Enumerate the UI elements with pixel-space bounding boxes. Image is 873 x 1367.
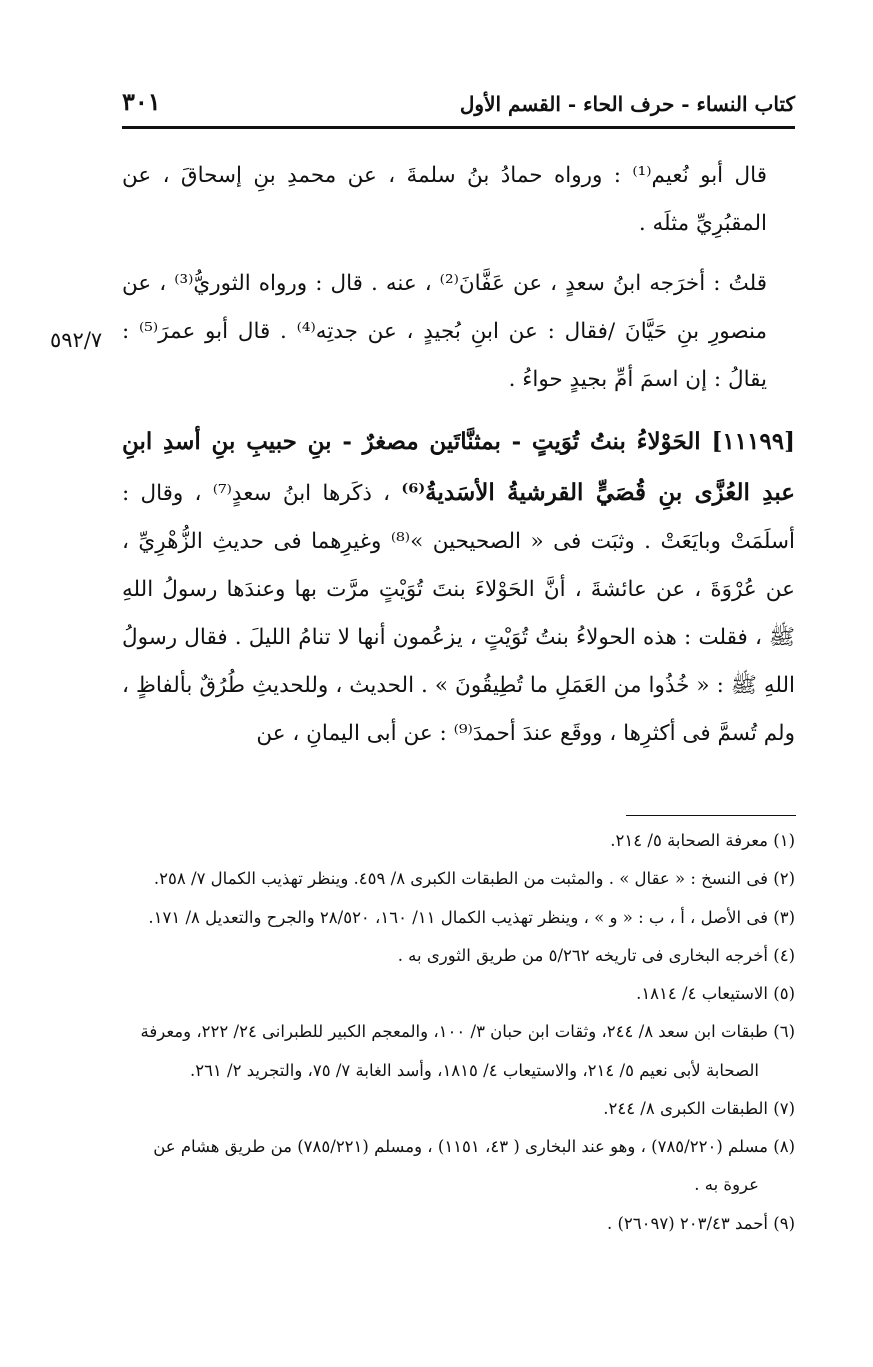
footnote: (٨) مسلم (٧٨٥/٢٢٠) ، وهو عند البخارى ( ٤٣، ١١٥١) ، ومسلم (٧٨٥/٢٢١) من طريق هشام عن عروة به . [153, 1137, 795, 1195]
entry-11199 [122, 416, 795, 758]
footnote: (٧) الطبقات الكبرى ٨/ ٢٤٤. [603, 1098, 795, 1118]
paragraph-qultu: قلتُ : أخرَجه ابنُ سعدٍ ، عن عَفَّانَ⁽²⁾ ، عنه . قال : ورواه الثوريُّ⁽³⁾ ، عن منصورِ بنِ حَيَّانَ /فقال : عن ابنِ بُجيدٍ ، عن جدتِه⁽⁴⁾ . قال أبو عمرَ⁽⁵⁾ : يقالُ : إن اسمَ أمِّ بجيدٍ حواءُ . [122, 270, 767, 392]
footnote: (٥) الاستيعاب ٤/ ١٨١٤. [636, 984, 795, 1004]
footnotes [122, 822, 795, 1243]
entry-body: ، ذكَرها ابنُ سعدٍ⁽⁷⁾ ، وقال : أسلَمَتْ وبايَعَتْ . وثبَت فى « الصحيحين »⁽⁸⁾ وغيرِهما فى حديثِ الزُّهْرِيِّ ، عن عُرْوَةَ ، عن عائشةَ ، أنَّ الحَوْلاءَ بنتَ تُوَيْتٍ مرَّت بها وعندَها رسولُ اللهِ ﷺ ، فقلت : هذه الحولاءُ بنتُ تُوَيْتٍ ، يزعُمون أنها لا تنامُ الليلَ . فقال رسولُ اللهِ ﷺ : « خُذُوا من العَمَلِ ما تُطِيقُونَ » . الحديث ، وللحديثِ طُرُقٌ بألفاظٍ ، ولم تُسمَّ فى أكثرِها ، ووقَع عندَ أحمدَ⁽⁹⁾ : عن أبى اليمانِ ، عن [122, 480, 795, 746]
entry-heading: [١١١٩٩] الحَوْلاءُ بنتُ تُوَيتٍ - بمثنَّاتَين مصغرٌ - بنِ حبيبِ بنِ أسدِ ابنِ عبدِ العُزَّى بنِ قُصَيٍّ القرشيةُ الأسَديةُ⁽⁶⁾ [122, 427, 795, 506]
main-text [122, 152, 795, 758]
page-header [122, 78, 795, 124]
footnote: (٤) أخرجه البخارى فى تاريخه ٥/٢٦٢ من طريق الثورى به . [397, 945, 795, 965]
header-rule [122, 126, 795, 129]
page-number: ٣٠١ [122, 87, 161, 116]
footnote-rule [626, 815, 796, 816]
margin-volume-reference: ٥٩٢/٧ [50, 328, 103, 352]
footnote: (١) معرفة الصحابة ٥/ ٢١٤. [610, 831, 795, 850]
paragraph-abu-nuaim: قال أبو نُعيم⁽¹⁾ : ورواه حمادُ بنُ سلمةَ ، عن محمدِ بنِ إسحاقَ ، عن المقبُرِيِّ مثلَه . [122, 163, 767, 236]
footnote: (٩) أحمد ٢٠٣/٤٣ (٢٦٠٩٧) . [606, 1213, 795, 1233]
running-title: كتاب النساء - حرف الحاء - القسم الأول [459, 92, 795, 116]
footnote: (٦) طبقات ابن سعد ٨/ ٢٤٤، وثقات ابن حبان ٣/ ١٠٠، والمعجم الكبير للطبرانى ٢٤/ ٢٢٢، ومعرفة الصحابة لأبى نعيم ٥/ ٢١٤، والاستيعاب ٤/ ١٨١٥، وأسد الغابة ٧/ ٧٥، والتجريد ٢/ ٢٦١. [140, 1022, 795, 1080]
footnote: (٢) فى النسخ : « عقال » . والمثبت من الطبقات الكبرى ٨/ ٤٥٩. وينظر تهذيب الكمال ٧/ ٢٥٨. [153, 869, 795, 889]
footnote: (٣) فى الأصل ، أ ، ب : « و » ، وينظر تهذيب الكمال ١١/ ١٦٠، ٢٨/٥٢٠ والجرح والتعديل ٨/ ١٧١. [148, 907, 795, 927]
